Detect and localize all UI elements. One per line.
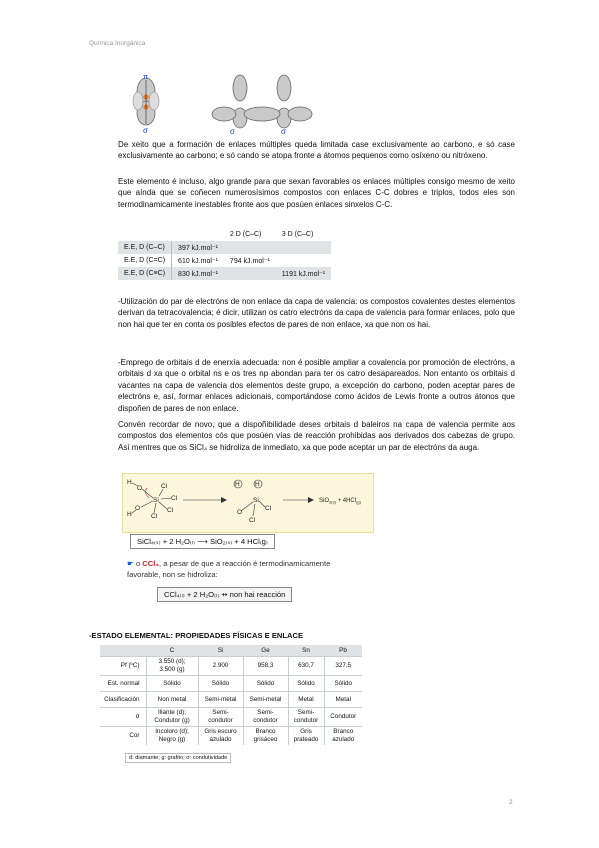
o-atom: O (137, 485, 143, 492)
header-3d: 3 D (C–C) (281, 231, 314, 238)
property-value: Semi-metal (198, 692, 243, 708)
properties-header-row (100, 645, 362, 657)
energy-value: 794 kJ.mol⁻¹ (229, 257, 270, 265)
row-label: E.E, D (C≡C) (124, 270, 166, 277)
sigma-label-2: σ (230, 127, 235, 136)
energy-value: 397 kJ.mol⁻¹ (172, 241, 224, 254)
cl-atom: Cl (171, 495, 178, 502)
cl-atom: Cl (249, 517, 256, 524)
bond-energy-table (118, 228, 332, 280)
property-value: Metal (288, 692, 324, 708)
property-value: 3.550 (d); 3.500 (g) (146, 657, 198, 676)
hydrolysis-mechanism-figure (122, 473, 374, 533)
paragraph-carbon-bonds: Este elemento é incluso, algo grande para que sexan favorables os enlaces múltiples consigo mesmo de xeito que aínda que se coñecen numerosísimos compostos con enlaces C-C dobres e triplos, todos eles son termodinamicamente inestables fronte aos que posúen enlaces sinxelos C-C. (118, 177, 515, 209)
si-atom-left: Si (153, 497, 159, 504)
si-atom-right: Si (253, 497, 259, 504)
property-value: 2.900 (198, 657, 243, 676)
row-label: E.E, D (C=C) (124, 257, 166, 264)
property-value: Metal (324, 692, 362, 708)
pi-label: π (143, 74, 148, 81)
element-column-header: Sn (288, 645, 324, 657)
page-number: 2 (509, 799, 513, 806)
property-value: Semi- condutor (198, 708, 243, 727)
energy-value: 830 kJ.mol⁻¹ (172, 267, 224, 280)
h-atom: H (127, 479, 132, 486)
table-footnote: d: diamante; g: grafito; σ: condutividade (125, 753, 231, 763)
property-value: Incoloro (d); Negro (g) (146, 727, 198, 746)
energy-value (224, 241, 276, 254)
physical-properties-table (100, 645, 362, 745)
h-atom: H (255, 481, 260, 488)
energy-value (276, 254, 331, 267)
properties-row (100, 692, 362, 708)
property-value: Branco azulado (324, 727, 362, 746)
paragraph-lewis-acid: Convén recordar de novo, que a dispoñibilidade deses orbitais d baleiros na capa de valencia permite aos compostos dos elementos cós que posúen vías de reacción prohibidas aos derivados dos cabezas de grupo. Así mentres que os SiCl₄ se hidroliza de inmediato, xa que pode aceptar un par de electróns da auga. (118, 420, 515, 452)
cl-atom: Cl (167, 507, 174, 514)
property-value: Semi- condutor (243, 708, 288, 727)
property-value: Non metal (146, 692, 198, 708)
bond-energy-row-double (118, 254, 331, 267)
note-ccl4-compound: CCl₄ (142, 559, 159, 568)
property-value: Sólido (146, 676, 198, 692)
property-value: Sólido (288, 676, 324, 692)
bond-energy-header-row (118, 228, 331, 241)
properties-row (100, 727, 362, 746)
property-value: Branco grisáceo (243, 727, 288, 746)
paragraph-nonbonding-pair: -Utilización do par de electróns de non enlace da capa de valencia: os compostos covalentes destes elementos derivan da tetracovalencia; é dicir, utilizan os catro electróns da capa de valencia para formar enlaces, polo que non hai que ter en conta os posibles efectos de pares de non enlace, xa que non os hai. (118, 297, 515, 329)
cl-atom: Cl (265, 505, 272, 512)
hydrolysis-product: SiO$_{2(s)}$ + 4HCl$_{(g)}$ (319, 498, 361, 505)
properties-row (100, 708, 362, 727)
property-label: Cor (100, 727, 146, 746)
h-atom: H (127, 511, 132, 518)
property-value: 327,5 (324, 657, 362, 676)
o-atom: O (135, 505, 141, 512)
cl-atom: Cl (151, 513, 158, 520)
equation-ccl4-no-reaction: CCl₄₍ₗ₎ + 2 H₂O₍ₗ₎ ⇸ non hai reacción (157, 587, 292, 602)
property-value: 958,3 (243, 657, 288, 676)
property-label: Clasificación (100, 692, 146, 708)
properties-row (100, 676, 362, 692)
element-column-header: Pb (324, 645, 362, 657)
sigma-label-1: σ (143, 126, 148, 135)
header-2d: 2 D (C–C) (229, 231, 262, 238)
property-value: Gris prateado (288, 727, 324, 746)
equation-sicl4-hydrolysis: SiCl₄₍ₛ₎ + 2 H₂O₍ₗ₎ ⟶ SiO₂₍ₛ₎ + 4 HCl₍g₎ (130, 534, 275, 549)
energy-value: 610 kJ.mol⁻¹ (172, 254, 224, 267)
properties-row (100, 657, 362, 676)
pi-orbital-sketch (133, 78, 159, 125)
energy-value: 1191 kJ.mol⁻¹ (281, 270, 326, 278)
property-value: Sólido (324, 676, 362, 692)
pointing-hand-icon: ☛ (127, 559, 134, 568)
element-column-header: Ge (243, 645, 288, 657)
corner-cell (100, 645, 146, 657)
paragraph-multiple-bonds: De xeito que a formación de enlaces múltiples queda limitada case exclusivamente ao carbono, e só case exclusivamente ao carbono; e só cando se atopa fronte a átomos pequenos como osíxeno ou nitróxeno. (118, 140, 515, 161)
property-value: Gris escuro azulado (198, 727, 243, 746)
sigma-orbital-sketch (212, 75, 312, 128)
bond-energy-row-single (118, 241, 331, 254)
note-ccl4-pre: o (135, 559, 143, 568)
property-label: Est. normal (100, 676, 146, 692)
row-label: E.E, D (C–C) (124, 244, 165, 251)
sigma-label-3: σ (281, 127, 286, 136)
property-value: Sólido (198, 676, 243, 692)
property-value: Condutor (324, 708, 362, 727)
energy-value (276, 241, 331, 254)
element-column-header: C (146, 645, 198, 657)
cl-atom: Cl (161, 483, 168, 490)
element-column-header: Si (198, 645, 243, 657)
property-label: Pf (ºC) (100, 657, 146, 676)
o-atom: O (237, 509, 243, 516)
page-header: Química Inorgánica (89, 40, 146, 47)
energy-value (224, 267, 276, 280)
property-value: Semi-metal (243, 692, 288, 708)
property-label: σ (100, 708, 146, 727)
property-value: Sólido (243, 676, 288, 692)
section-title: -ESTADO ELEMENTAL: PROPIEDADES FÍSICAS E ENLACE (89, 631, 304, 640)
paragraph-d-orbitals: -Emprego de orbitais d de enerxía adecuada: non é posible ampliar a covalencia por promoción de electróns, a orbitais d xa que o orbital ns e os tres np abondan para ter os catro desapareados. Non entanto os orbitais d vacantes na capa de valencia dos elementos deste grupo, a excepción do carbono, poden aceptar pares de electróns e, así, formar enlaces adicionais, comportándose como ácidos de Lewis fronte a outros átonos que dispoñen de pares de non enlace. (118, 358, 515, 413)
property-value: Semi- condutor (288, 708, 324, 727)
note-ccl4-text: , a pesar de que a reacción é termodinamicamente favorable, non se hidroliza: (127, 559, 331, 579)
h-atom: H (235, 481, 240, 488)
property-value: Illante (d); Condutor (g) (146, 708, 198, 727)
note-ccl4 (127, 558, 357, 580)
property-value: 630,7 (288, 657, 324, 676)
bond-energy-row-triple (118, 267, 331, 280)
orbital-figure (120, 72, 320, 136)
